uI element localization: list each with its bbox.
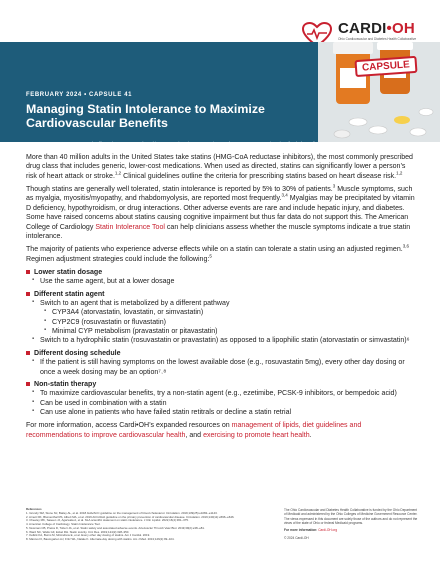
strategy-bullet-icon <box>26 382 30 386</box>
list-item: ▪ If the patient is still having symptoms on the lowest available dose (e.g., rosuvastatin 5mg), every other day dosing or once a week dosing may be an option⁷˒⁸ <box>26 358 418 377</box>
contributing-authors: CONTRIBUTING AUTHORS: Shadiie Nair, MD, MBA, The Ohio State University; Bree Meinzer, PharmD, BCACP, University of Toledo; Colin Crowe, MD, Case Western Reserve University, on behalf of Team Best Practices <box>26 141 318 154</box>
strategy-lower-dosage <box>26 268 418 287</box>
logo-subtitle: Ohio Cardiovascular and Diabetes Health Collaborative <box>338 37 417 41</box>
reference-item: 3. Cheeley MK, Saseen JJ, Agarwala A, et al. NLA scientific statement on statin intolerance. J Clin Lipidol. 2022;16(4):361–375. <box>26 518 189 523</box>
main-content <box>26 153 418 444</box>
strategy-title: Non-statin therapy <box>34 380 97 388</box>
exercise-resources-link[interactable]: exercising to promote heart health <box>203 431 310 439</box>
strategy-title: Lower statin dosage <box>34 268 103 276</box>
references-label: References <box>26 507 42 511</box>
regimen-paragraph: The majority of patients who experience adverse effects while on a statin can tolerate a statin using an adjusted regimen.$^{3,6}$ Regimen adjustment strategies could include the following:$^5$ <box>26 243 409 263</box>
reference-item: 6. Ward NC, Watts GF, Eckel RH. Statin toxicity. Circ Res. 2019;124(2):328–350. <box>26 529 130 534</box>
closing-paragraph: For more information, access Cardi•OH’s expanded resources on management of lipids, diet guidelines and recommendations to improve cardiovascular health, and exercising to promote heart health. <box>26 422 362 439</box>
reference-item: 7. Kellick KA, Burns M, McAndrew E, et al. Every other day dosing of statins. Am J Cardiol. 2019. <box>26 533 151 538</box>
strategy-bullet-icon <box>26 270 30 274</box>
references <box>26 508 270 542</box>
strategy-different-agent <box>26 290 418 346</box>
reference-item: 8. Marcus FI, Baumgarten AJ, Fritz WL, Natale K. Alternate-day dosing with statins. Am J Med. 2013;126(2):99–104. <box>26 537 175 542</box>
copyright: © 2024 Cardi-OH <box>284 535 309 540</box>
strategy-title: Different dosing schedule <box>34 349 121 357</box>
pill-bottles-image <box>318 42 440 142</box>
strategy-bullet-icon <box>26 351 30 355</box>
header-banner <box>0 42 440 154</box>
list-item: ▪ Can use alone in patients who have failed statin retitrals or decline a statin retrial <box>26 408 418 417</box>
intro-paragraph: More than 40 million adults in the United States take statins (HMG-CoA reductase inhibitors), the most commonly prescribed drug class that includes generic, lower-cost medications. When used as directed, statins can significantly lower a person’s risk of heart attack or stroke.$^{1,2}$ Clinical guidelines outline the criteria for prescribing statins based on heart disease risk.$^{1,2}$ <box>26 154 413 180</box>
intolerance-paragraph: Though statins are generally well tolerated, statin intolerance is reported by 5% to 30% of patients.$^3$ Muscle symptoms, such as myalgia, myositis/myopathy, and rhabdomyolysis, are reported most frequently.$^{3,4}$ Myalgias may be precipitated by vitamin D deficiency, hypothyroidism, or drug interactions. Other adverse events are rare and include hepatic injury, and diabetes. Some have raised concerns about statins causing cognitive impairment but thus far data do not support this. The American College of Cardiology Statin Intolerance Tool can help clinicians assess whether the muscle symptoms indicate a true statin intolerance. <box>26 183 415 240</box>
capsule-badge: CAPSULE <box>354 56 417 77</box>
page-title: Managing Statin Intolerance to Maximize Cardiovascular Benefits <box>26 102 265 131</box>
logo-wordmark: CARDI•OH <box>338 20 415 37</box>
reference-item: 2. Arnett DK, Blumenthal RS, Albert MA, et al. 2019 ACC/AHA guideline on the primary prevention of cardiovascular disease. Circulation. 2019;140(11):e596–e646. <box>26 514 235 519</box>
funding-statement: The Ohio Cardiovascular and Diabetes Health Collaborative is funded by the Ohio Department of Medicaid and administered by the Ohio Colleges of Medicine Government Resource Center. The views expressed in this document are solely those of the authors and do not represent the views of the state of Ohio or federal Medicaid programs. For more information: Cardi-OH.org © 2024 Cardi-OH <box>284 508 418 540</box>
strategy-bullet-icon <box>26 292 30 296</box>
strategy-non-statin <box>26 380 418 417</box>
list-item: ▪ Can be used in combination with a statin <box>26 399 418 408</box>
list-item: ▪ Switch to an agent that is metabolized by a different pathway <box>26 299 418 308</box>
strategy-dosing-schedule <box>26 349 418 377</box>
statin-intolerance-tool-link[interactable]: Statin Intolerance Tool <box>95 223 165 231</box>
reference-item: 1. Grundy SM, Stone NJ, Bailey AL, et al. 2018 AHA/ACC guideline on the management of blood cholesterol. Circulation. 2019;139(25):e1082–e1143. <box>26 510 218 515</box>
sub-list-item: ▪ CYP2C9 (rosuvastatin or fluvastatin) <box>26 318 418 327</box>
reference-item: 5. Newman CB, Preiss D, Tobert JA, et al. Statin safety and associated adverse events. Arterioscler Thromb Vasc Biol. 2019;39(2):e38–e81. <box>26 525 205 530</box>
list-item: ▪ To maximize cardiovascular benefits, try a non-statin agent (e.g., ezetimibe, PCSK-9 inhibitors, or bempedoic acid) <box>26 389 418 398</box>
sub-list-item: ▪ CYP3A4 (atorvastatin, lovastatin, or simvastatin) <box>26 308 418 317</box>
reference-item: 4. American College of Cardiology. Statin Intolerance Tool. <box>26 522 101 527</box>
list-item: ▪ Switch to a hydrophilic statin (rosuvastatin or pravastatin) as opposed to a lipophilic statin (atorvastatin or simvastatin)⁶ <box>26 336 418 345</box>
sub-list-item: ▪ Minimal CYP metabolism (pravastatin or pitavastatin) <box>26 327 418 336</box>
strategy-list <box>26 268 418 417</box>
pill-bottles-illustration <box>318 42 440 142</box>
issue-kicker: FEBRUARY 2024 • CAPSULE 41 <box>26 92 133 98</box>
list-item: ▪ Use the same agent, but at a lower dosage <box>26 277 418 286</box>
strategy-title: Different statin agent <box>34 290 105 298</box>
lipid-resources-link[interactable]: management of lipids, diet guidelines and recommendations to improve cardiovascular health <box>26 422 362 439</box>
footer <box>26 508 418 558</box>
website-link[interactable]: Cardi-OH.org <box>318 528 338 533</box>
